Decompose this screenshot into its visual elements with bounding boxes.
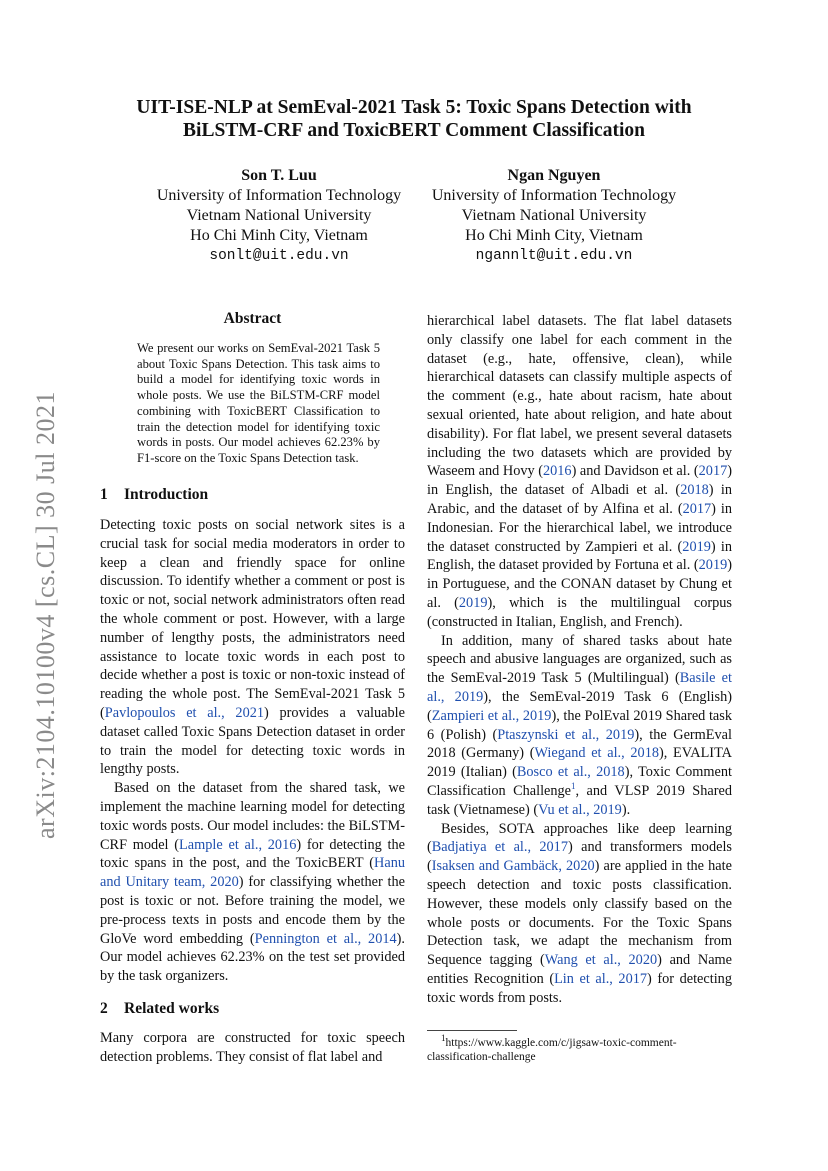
footnote-url[interactable]: https://www.kaggle.com/c/jigsaw-toxic-comment-classification-challenge [427, 1037, 677, 1063]
citation-link[interactable]: Isaksen and Gambäck, 2020 [431, 858, 595, 875]
citation-link[interactable]: 2017 [698, 463, 728, 480]
footnote [427, 1033, 732, 1064]
related-works-body [100, 1029, 405, 1067]
abstract-text: We present our works on SemEval-2021 Task 5 about Toxic Spans Detection. This task aims to build a model for identifying toxic words in whole posts. We use the BiLSTM-CRF model combining with ToxicBERT Classification to train the detection model for identifying toxic words in posts. Our model achieves 62.23% by F1-score on the Toxic Spans Detection task. [137, 341, 380, 465]
author-name: Son T. Luu [241, 167, 317, 184]
text-run: ) in Arabic, and the dataset of by Alfina et al. ( [427, 482, 732, 517]
section-number: 1 [100, 486, 108, 503]
related-paragraph-approaches [427, 820, 732, 1008]
author-city: Ho Chi Minh City, Vietnam [465, 227, 643, 244]
left-column-body [100, 516, 405, 986]
section-title: Related works [124, 1000, 220, 1017]
footnote-number: 1 [441, 1033, 446, 1044]
related-paragraph-1: Many corpora are constructed for toxic speech detection problems. They consist of flat label and [100, 1030, 405, 1065]
text-run: ). Our model achieves 62.23% on the test set provided by the task organizers. [100, 930, 405, 985]
citation-link[interactable]: Bosco et al., 2018 [516, 764, 625, 781]
arxiv-id[interactable]: arXiv:2104.10100v4 [cs.CL] 30 Jul 2021 [31, 391, 60, 839]
citation-link[interactable]: 2019 [698, 557, 728, 574]
citation-link[interactable]: Hanu and Unitary team, 2020 [100, 855, 405, 891]
text-run: ) and Name entities Recognition ( [427, 952, 733, 987]
text-run: ) in English, the dataset of Albadi et al. ( [427, 463, 733, 499]
text-run: ) are applied in the hate speech detection and toxic posts classification. However, these models only classify based on the whole posts or documents. For the Toxic Spans Detection task, we adapt the mechanism from Sequence tagging ( [427, 858, 732, 969]
citation-link[interactable]: Ptaszynski et al., 2019 [497, 726, 635, 743]
footnote-marker[interactable]: 1 [571, 781, 576, 792]
text-run: ), which is the multilingual corpus (constructed in Italian, English, and French). [427, 594, 732, 630]
related-paragraph-continued [427, 312, 732, 632]
author-city: Ho Chi Minh City, Vietnam [190, 227, 368, 244]
section-heading-introduction [100, 486, 208, 504]
citation-link[interactable]: Lample et al., 2016 [179, 836, 297, 853]
author-affiliation: University of Information Technology [156, 187, 402, 204]
paper-title [90, 96, 738, 142]
text-run: ) and Davidson et al. ( [571, 463, 699, 480]
text-run: ), Toxic Comment Classification Challenge [427, 764, 733, 799]
citation-link[interactable]: Lin et al., 2017 [554, 970, 648, 987]
text-run: In addition, many of shared tasks about hate speech and abusive languages are organized, such as the SemEval-2019 Task 5 (Multilingual) ( [427, 632, 732, 687]
text-run: ), the SemEval-2019 Task 6 (English) ( [427, 688, 732, 724]
section-title: Introduction [124, 486, 209, 503]
citation-link[interactable]: 2017 [682, 500, 712, 517]
author-institution: Vietnam National University [186, 207, 372, 224]
text-run: ) in Portuguese, and the CONAN dataset by Chung et al. ( [427, 557, 732, 611]
author-block-2 [420, 166, 688, 266]
text-run: ) in English, the dataset provided by Fortuna et al. ( [427, 538, 732, 574]
text-run: ) for detecting toxic words from posts. [427, 970, 732, 1006]
text-run: Detecting toxic posts on social network sites is a crucial task for social media moderators in order to keep a clean and friendly space for online discussion. To identify whether a comment or post is toxic or not, social network administrators often read the whole comment or post. However, with a large number of lengthy posts, the administrators need assistance to locate toxic words in each post to decide whether a post is toxic or non-toxic instead of reading the whole post. The SemEval-2021 Task 5 ( [100, 517, 405, 721]
citation-link[interactable]: Basile et al., 2019 [427, 670, 732, 705]
text-run: ) and transformers models ( [427, 839, 732, 875]
section-number: 2 [100, 1000, 108, 1017]
section-heading-related-works [100, 1000, 219, 1018]
citation-link[interactable]: 2019 [682, 538, 711, 555]
right-column-body [427, 312, 732, 1007]
citation-link[interactable]: Wang et al., 2020 [544, 952, 658, 969]
text-run: Besides, SOTA approaches like deep learning ( [427, 820, 732, 856]
author-email[interactable]: sonlt@uit.edu.vn [209, 248, 349, 264]
abstract-heading: Abstract [223, 310, 282, 327]
citation-link[interactable]: 2018 [680, 482, 709, 499]
intro-paragraph-2 [100, 779, 405, 986]
text-run: ) provides a valuable dataset called Toxic Spans Detection dataset in order to train the model for detecting toxic words in lengthy posts. [100, 704, 405, 778]
author-name: Ngan Nguyen [507, 167, 601, 184]
text-run: Based on the dataset from the shared task, we implement the machine learning model for detecting toxic words posts. Our model includes: the BiLSTM-CRF model ( [100, 780, 405, 853]
text-run: ), the GermEval 2018 (Germany) ( [427, 726, 733, 762]
citation-link[interactable]: Wiegand et al., 2018 [534, 745, 659, 762]
text-run: ) for detecting the toxic spans in the post, and the ToxicBERT ( [100, 836, 405, 872]
title-line-2: BiLSTM-CRF and ToxicBERT Comment Classification [183, 120, 645, 141]
author-affiliation: University of Information Technology [431, 187, 677, 204]
author-email[interactable]: ngannlt@uit.edu.vn [475, 248, 633, 264]
author-institution: Vietnam National University [461, 207, 647, 224]
text-run: ) in Indonesian. For the hierarchical label, we introduce the dataset constructed by Zampieri et al. ( [427, 500, 732, 555]
related-paragraph-shared-tasks [427, 632, 732, 820]
text-run: ), the PolEval 2019 Shared task 6 (Polish) ( [427, 707, 732, 743]
title-line-1: UIT-ISE-NLP at SemEval-2021 Task 5: Toxic Spans Detection with [136, 97, 692, 118]
footnote-divider [427, 1030, 517, 1031]
citation-link[interactable]: Zampieri et al., 2019 [431, 707, 552, 724]
text-run: hierarchical label datasets. The flat label datasets only classify one label for each comment in the dataset (e.g., hate, offensive, clean), while hierarchical datasets can classify multiple aspects of the comment (e.g., hate about racism, hate about sexual oriented, hate about religion, and hate about disability). For flat label, we present several datasets including the two datasets which are provided by Waseem and Hovy ( [427, 313, 732, 480]
citation-link[interactable]: Pennington et al., 2014 [254, 930, 397, 947]
author-block-1 [142, 166, 416, 266]
text-run: ). [621, 801, 631, 818]
citation-link[interactable]: 2016 [542, 463, 572, 480]
citation-link[interactable]: 2019 [458, 594, 488, 611]
text-run: ) for classifying whether the post is toxic or not. Before training the model, we pre-process texts in posts and encode them by the GloVe word embedding ( [100, 874, 405, 947]
citation-link[interactable]: Badjatiya et al., 2017 [431, 839, 568, 856]
citation-link[interactable]: Vu et al., 2019 [538, 801, 622, 818]
text-run: ), EVALITA 2019 (Italian) ( [427, 745, 732, 781]
text-run: , and VLSP 2019 Shared task (Vietnamese) ( [427, 782, 732, 818]
intro-paragraph-1 [100, 516, 405, 779]
citation-link[interactable]: Pavlopoulos et al., 2021 [104, 704, 265, 721]
